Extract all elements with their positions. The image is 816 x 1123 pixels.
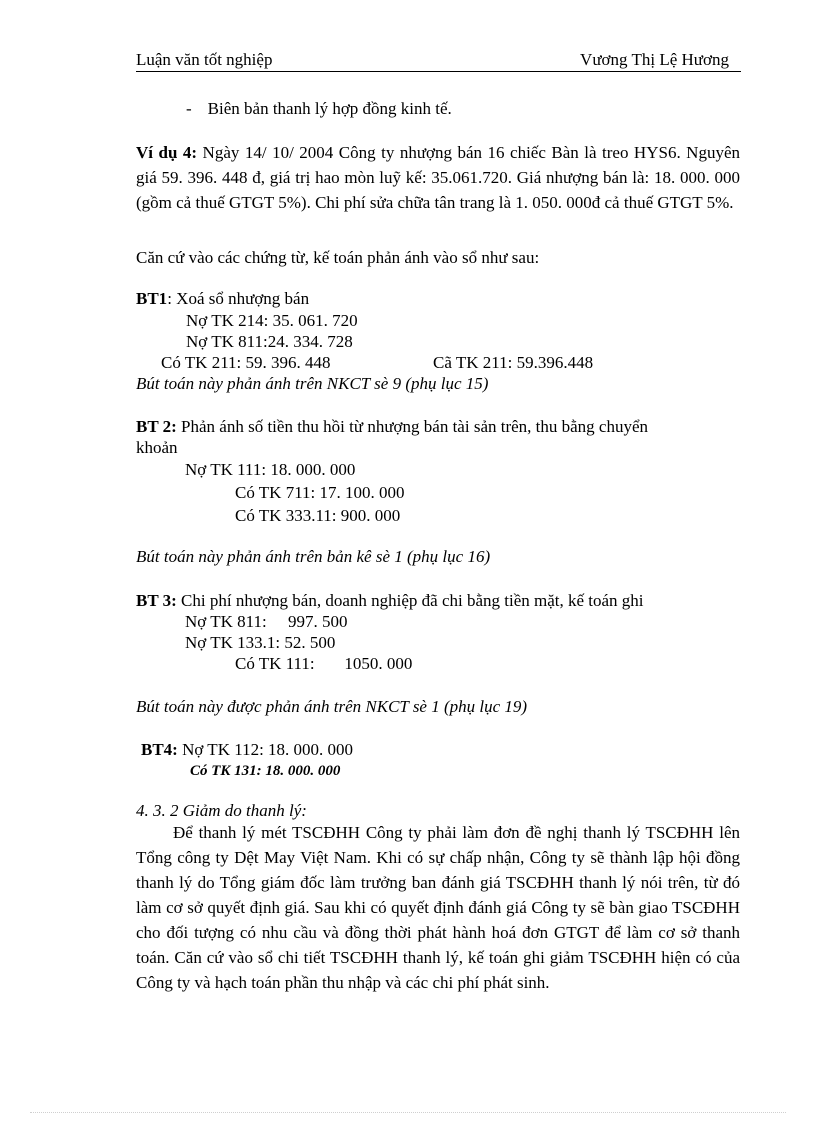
bt3-credit-111: Có TK 111: 1050. 000 — [235, 654, 413, 673]
bt4-heading — [141, 739, 353, 761]
header-thesis-title: Luận văn tốt nghiệp — [136, 50, 273, 69]
bt1-heading — [136, 288, 309, 310]
bt2-debit-111: Nợ TK 111: 18. 000. 000 — [185, 460, 356, 479]
bt1-debit-811: Nợ TK 811:24. 334. 728 — [186, 332, 353, 351]
bt3-label: BT 3: — [136, 591, 177, 610]
bullet-item — [186, 98, 452, 120]
bt2-note: Bút toán này phản ánh trên bản kê sè 1 (phụ lục 16) — [136, 547, 491, 566]
bt4-credit-131: Có TK 131: 18. 000. 000 — [190, 763, 341, 779]
bt1-title: : Xoá sổ nhượng bán — [167, 289, 310, 308]
bt2-heading — [136, 416, 648, 438]
bt3-heading — [136, 590, 644, 612]
bullet-marker: - — [186, 99, 192, 118]
bt3-debit-811: Nợ TK 811: 997. 500 — [185, 612, 348, 631]
example-4-label: Ví dụ 4: — [136, 143, 198, 162]
bt2-credit-711: Có TK 711: 17. 100. 000 — [235, 483, 405, 502]
example-4-paragraph — [136, 140, 740, 215]
bt1-debit-214: Nợ TK 214: 35. 061. 720 — [186, 311, 358, 330]
bullet-text: Biên bản thanh lý hợp đồng kinh tế. — [207, 99, 452, 118]
bt1-note: Bút toán này phản ánh trên NKCT sè 9 (phụ lục 15) — [136, 374, 489, 393]
bt3-debit-1331: Nợ TK 133.1: 52. 500 — [185, 633, 336, 652]
section-heading: 4. 3. 2 Giảm do thanh lý: — [136, 801, 307, 820]
basis-sentence: Căn cứ vào các chứng từ, kế toán phản ánh vào sổ như sau: — [136, 248, 540, 267]
bt4-debit-112: Nợ TK 112: 18. 000. 000 — [177, 740, 354, 759]
bt2-credit-33311: Có TK 333.11: 900. 000 — [235, 506, 401, 525]
bt1-credit-211: Có TK 211: 59. 396. 448 — [161, 353, 331, 372]
page-bottom-dotted-rule — [30, 1112, 786, 1113]
bt2-title-line1: Phản ánh số tiền thu hồi từ nhượng bán tài sản trên, thu bằng chuyển — [176, 417, 649, 436]
page-header — [136, 50, 741, 74]
bt4-label: BT4: — [141, 740, 178, 759]
bt1-credit-211-alt: Cã TK 211: 59.396.448 — [433, 353, 594, 372]
bt3-note: Bút toán này được phản ánh trên NKCT sè 1 (phụ lục 19) — [136, 697, 528, 716]
bt3-title: Chi phí nhượng bán, doanh nghiệp đã chi bằng tiền mặt, kế toán ghi — [176, 591, 644, 610]
header-rule — [136, 71, 741, 72]
bt2-title-line2: khoản — [136, 438, 178, 457]
bt1-label: BT1 — [136, 289, 168, 308]
example-4-text: Ngày 14/ 10/ 2004 Công ty nhượng bán 16 chiếc Bàn là treo HYS6. Nguyên giá 59. 396. 448 đ, giá trị hao mòn luỹ kế: 35.061.720. Giá nhượng bán là: 18. 000. 000 (gồm cả thuế GTGT 5%). Chi phí sửa chữa tân trang là 1. 050. 000đ cả thuế GTGT 5%. — [136, 143, 740, 212]
bt2-label: BT 2: — [136, 417, 177, 436]
header-author-name: Vương Thị Lệ Hương — [580, 50, 729, 69]
section-paragraph: Để thanh lý mét TSCĐHH Công ty phải làm đơn đề nghị thanh lý TSCĐHH lên Tổng công ty Dệt May Việt Nam. Khi có sự chấp nhận, Công ty sẽ thành lập hội đồng thanh lý do Tổng giám đốc làm trưởng ban đánh giá TSCĐHH thanh lý nói trên, từ đó làm cơ sở quyết định giá. Sau khi có quyết định đánh giá Công ty sẽ bàn giao TSCĐHH cho đối tượng có nhu cầu và đồng thời phát hành hoá đơn GTGT để làm cơ sở thanh toán. Căn cứ vào sổ chi tiết TSCĐHH thanh lý, kế toán ghi giảm TSCĐHH hiện có của Công ty và hạch toán phần thu nhập và các chi phí phát sinh. — [136, 823, 740, 992]
